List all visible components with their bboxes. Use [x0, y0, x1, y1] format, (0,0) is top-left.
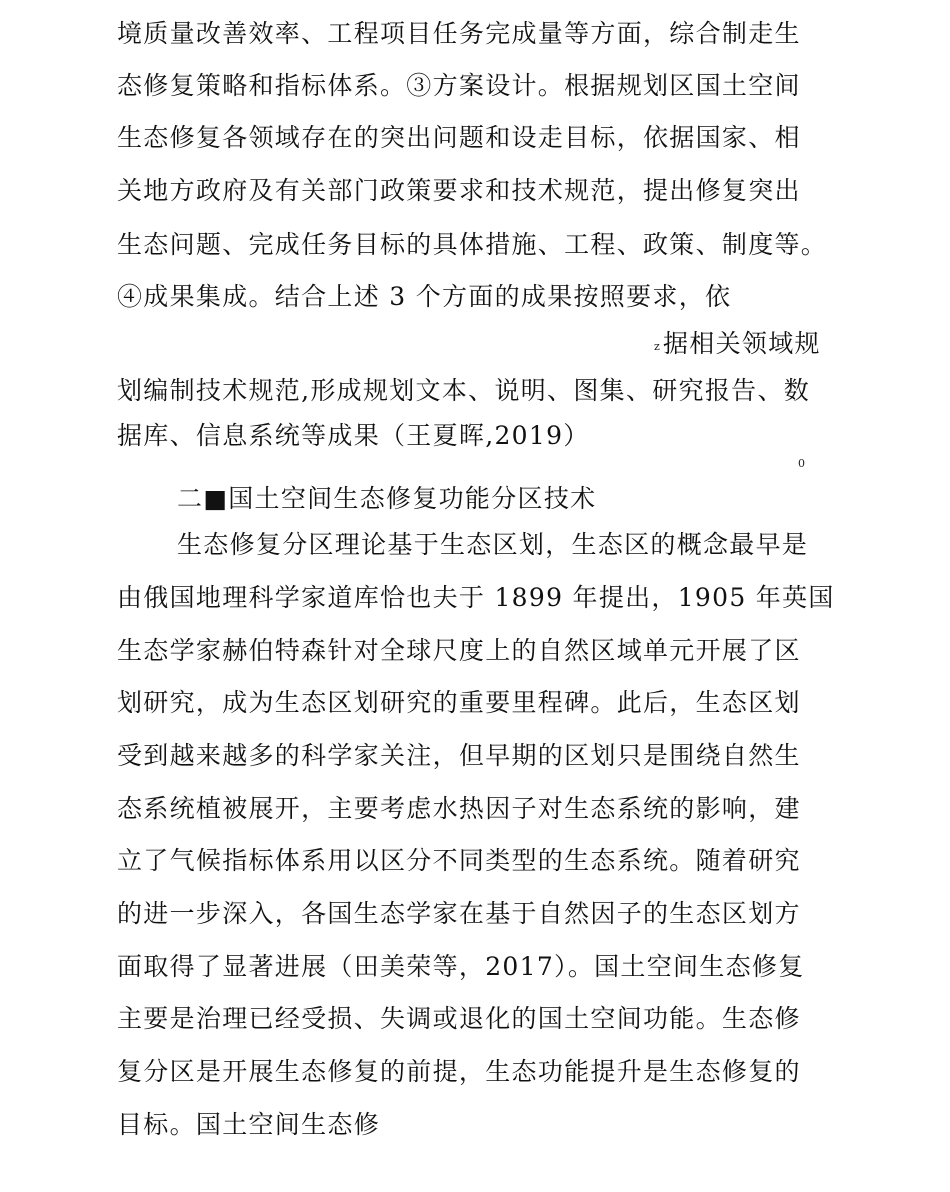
- text-line: 据库、信息系统等成果（王夏晖,2019）: [117, 421, 590, 450]
- text-line-offset: 据相关领域规: [663, 329, 821, 358]
- paragraph-line: 划研究，成为生态区划研究的重要里程碑。此后，生态区划: [117, 688, 801, 717]
- text-line: 境质量改善效率、工程项目任务完成量等方面，综合制走生: [117, 19, 801, 48]
- paragraph-line: 复分区是开展生态修复的前提，生态功能提升是生态修复的: [117, 1057, 801, 1086]
- stray-mark: z: [654, 340, 660, 353]
- paragraph-line: 生态修复分区理论基于生态区划，生态区的概念最早是: [177, 530, 809, 559]
- paragraph-line: 面取得了显著进展（田美荣等，2017）。国土空间生态修复: [117, 952, 805, 981]
- section-heading: 二■国土空间生态修复功能分区技术: [177, 484, 597, 513]
- text-line: 态修复策略和指标体系。③方案设计。根据规划区国土空间: [117, 71, 801, 100]
- paragraph-line: 由俄国地理科学家道库恰也夫于 1899 年提出，1905 年英国: [117, 583, 835, 612]
- paragraph-line: 主要是治理已经受损、失调或退化的国土空间功能。生态修: [117, 1004, 801, 1033]
- paragraph-line: 的进一步深入，各国生态学家在基于自然因子的生态区划方: [117, 899, 801, 928]
- text-line: 生态修复各领域存在的突出问题和设走目标，依据国家、相: [117, 123, 801, 152]
- paragraph-line: 生态学家赫伯特森针对全球尺度上的自然区域单元开展了区: [117, 636, 801, 665]
- text-line: 划编制技术规范,形成规划文本、说明、图集、研究报告、数: [117, 376, 811, 405]
- paragraph-line: 立了气候指标体系用以区分不同类型的生态系统。随着研究: [117, 846, 801, 875]
- paragraph-line: 态系统植被展开，主要考虑水热因子对生态系统的影响，建: [117, 794, 801, 823]
- text-line: 关地方政府及有关部门政策要求和技术规范，提出修复突出: [117, 176, 801, 205]
- paragraph-line: 目标。国土空间生态修: [117, 1110, 381, 1139]
- text-line: ④成果集成。结合上述 3 个方面的成果按照要求，依: [117, 282, 732, 311]
- stray-mark: 0: [798, 457, 805, 470]
- paragraph-line: 受到越来越多的科学家关注，但早期的区划只是围绕自然生: [117, 741, 801, 770]
- text-line: 生态问题、完成任务目标的具体措施、工程、政策、制度等。: [117, 230, 828, 259]
